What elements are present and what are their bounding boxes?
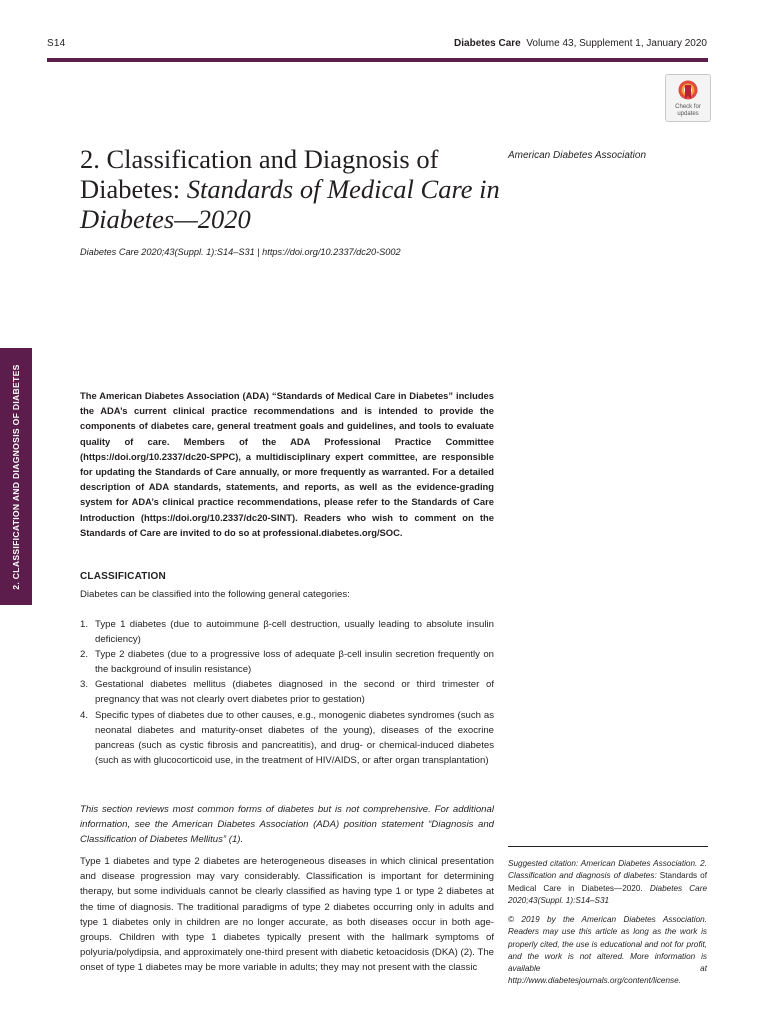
list-item — [80, 677, 494, 707]
section-side-tab — [0, 348, 32, 605]
list-text: Gestational diabetes mellitus (diabetes diagnosed in the second or third trimester of pregnancy that was not clearly overt diabetes prior to gestation) — [95, 679, 494, 706]
body-paragraph: Type 1 diabetes and type 2 diabetes are heterogeneous diseases in which clinical presentation and disease progression may vary considerably. Classification is important for determining therapy, but some individuals cannot be clearly classified as having type 1 or type 2 diabetes at the time of diagnosis. The traditional paradigms of type 2 diabetes occurring only in adults and type 1 diabetes only in children are no longer accurate, as both diseases occur in both age-groups. Children with type 1 diabetes typically present with the hallmark symptoms of polyuria/polydipsia, and approximately one-third present with diabetic ketoacidosis (DKA) (2). The onset of type 1 diabetes may be more variable in adults; they may not present with the classic — [80, 856, 494, 974]
copyright-notice: © 2019 by the American Diabetes Association. Readers may use this article as long as the work is properly cited, the use is educational and not for profit, and the work is not altered. More information is available at http://www.diabetesjournals.org/content/license. — [508, 915, 707, 986]
list-text: Type 2 diabetes (due to a progressive loss of adequate β-cell insulin secretion frequently on the background of insulin resistance) — [95, 649, 494, 676]
article-citation: Diabetes Care 2020;43(Suppl. 1):S14–S31 | https://doi.org/10.2337/dc20-S002 — [80, 247, 401, 257]
journal-name: Diabetes Care — [454, 38, 521, 49]
suggested-citation-tail: Diabetes Care 2020;43(Suppl. 1):S14–S31 — [508, 883, 707, 905]
badge-line-1: Check for — [675, 104, 701, 110]
classification-heading: CLASSIFICATION — [80, 571, 166, 582]
check-for-updates-badge[interactable] — [665, 74, 711, 122]
suggested-citation-title: Standards of Medical Care in Diabetes—2020. — [508, 871, 707, 893]
list-text: Specific types of diabetes due to other causes, e.g., monogenic diabetes syndromes (such as neonatal diabetes and maturity-onset diabetes of the young), diseases of the exocrine pancreas (such as cystic fibrosis and pancreatitis), and drug- or chemical-induced diabetes (such as with glucocorticoid use, in the treatment of HIV/AIDS, or after organ transplantation) — [95, 709, 494, 766]
list-number: 3. — [80, 679, 89, 691]
issue-info: Volume 43, Supplement 1, January 2020 — [526, 38, 707, 49]
intro-paragraph: The American Diabetes Association (ADA) “Standards of Medical Care in Diabetes” includes the ADA’s current clinical practice recommendations and is intended to provide the components of diabetes care, general treatment goals and guidelines, and tools to evaluate quality of care. Members of the ADA Professional Practice Committee (https://doi.org/10.2337/dc20-SPPC), a multidisciplinary expert committee, are responsible for updating the Standards of Care annually, or more frequently as warranted. For a detailed description of ADA standards, statements, and reports, as well as the evidence-grading system for ADA’s clinical practice recommendations, please refer to the Standards of Care Introduction (https://doi.org/10.2337/dc20-SINT). Readers who wish to comment on the Standards of Care are invited to do so at professional.diabetes.org/SOC. — [80, 390, 494, 538]
list-item — [80, 617, 494, 647]
author: American Diabetes Association — [508, 150, 647, 161]
badge-line-2: updates — [677, 110, 699, 117]
sidebar-rule — [508, 846, 708, 847]
title-main: 2. Classification and Diagnosis of Diabetes: — [80, 144, 439, 204]
list-number: 4. — [80, 709, 89, 721]
side-tab-label: 2. CLASSIFICATION AND DIAGNOSIS OF DIABETES — [11, 363, 21, 590]
suggested-citation-lead: Suggested citation: American Diabetes Association. 2. Classification and diagnosis of diabetes: — [508, 859, 707, 881]
badge-label — [666, 104, 710, 117]
list-text: Type 1 diabetes (due to autoimmune β-cell destruction, usually leading to absolute insulin deficiency) — [95, 619, 494, 646]
list-item — [80, 647, 494, 677]
list-number: 2. — [80, 649, 89, 661]
list-number: 1. — [80, 619, 89, 630]
title-subtitle: Standards of Medical Care in Diabetes—2020 — [80, 174, 500, 234]
list-item — [80, 708, 494, 768]
header-rule — [47, 58, 708, 62]
classification-list — [80, 617, 494, 768]
article-title — [80, 144, 500, 234]
scope-note: This section reviews most common forms of diabetes but is not comprehensive. For additional information, see the American Diabetes Association (ADA) position statement “Diagnosis and Classification of Diabetes Mellitus” (1). — [80, 804, 494, 846]
check-updates-icon — [677, 79, 699, 103]
classification-intro: Diabetes can be classified into the following general categories: — [80, 589, 350, 600]
page-number: S14 — [47, 38, 66, 49]
suggested-citation — [508, 858, 707, 907]
running-head — [454, 38, 707, 49]
